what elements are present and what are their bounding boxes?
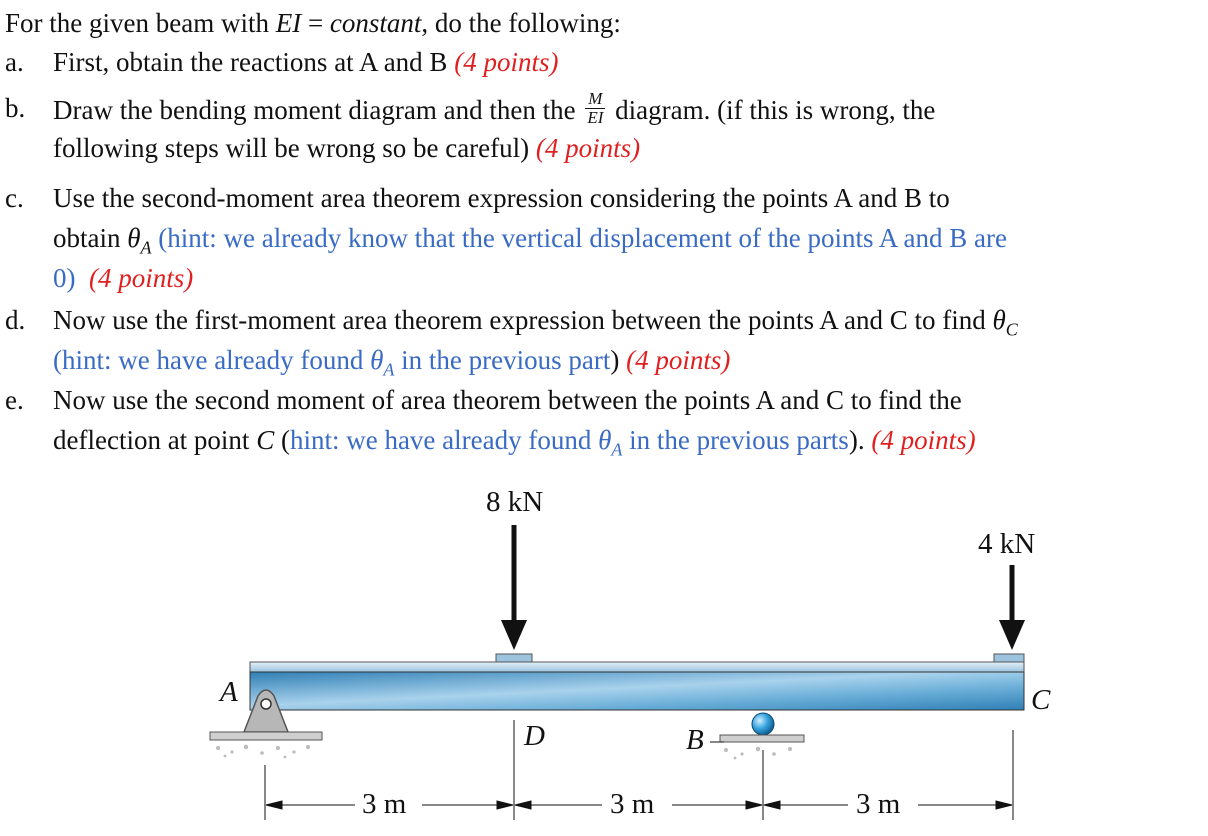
- item-d-hint2: in the previous part: [394, 345, 611, 375]
- item-c-text2: obtain: [53, 223, 128, 253]
- theta-subscript: A: [140, 237, 152, 258]
- point-c-symbol: C: [256, 425, 275, 455]
- item-a-points: (4 points): [454, 47, 559, 77]
- intro-constant: constant: [329, 8, 422, 38]
- label-c: C: [1031, 684, 1051, 716]
- dimension-label-3: 3 m: [856, 788, 901, 820]
- theta-subscript: A: [611, 439, 623, 460]
- theta-subscript: A: [383, 359, 395, 380]
- beam: [250, 662, 1024, 710]
- item-d-hint: (hint: we have already found: [53, 345, 371, 375]
- m-over-ei-fraction: $\frac{M}{EI}$: [587, 89, 604, 128]
- load-label-c: 4 kN: [978, 528, 1036, 560]
- item-label: c.: [5, 183, 24, 213]
- load-label-d: 8 kN: [486, 486, 544, 518]
- load-arrow-d: [501, 525, 527, 650]
- roller-support-b: [720, 713, 804, 759]
- item-e-text2: deflection at point: [53, 425, 257, 455]
- item-b-points: (4 points): [535, 133, 641, 163]
- dimension-label-2: 3 m: [610, 788, 655, 820]
- label-d: D: [524, 720, 545, 752]
- item-e-hint: hint: we have already found: [289, 425, 599, 455]
- theta-symbol: θ: [598, 425, 612, 455]
- item-label: a.: [5, 47, 24, 77]
- item-e-hint2: in the previous parts: [622, 425, 849, 455]
- load-pad-d: [496, 654, 532, 662]
- item-b-text2: diagram. (if this is wrong, the: [608, 95, 936, 125]
- item-e-text: Now use the second moment of area theorem between the points A and C to find the: [53, 385, 962, 415]
- item-c-hint: (hint: we already know that the vertical displacement of the points A and B are: [151, 223, 1008, 253]
- problem-intro: [5, 4, 621, 42]
- item-label: d.: [5, 305, 26, 335]
- item-label: b.: [5, 93, 26, 123]
- label-b: B: [686, 724, 704, 756]
- intro-ei: EI: [275, 8, 302, 38]
- intro-equals: =: [301, 8, 330, 38]
- item-d-close: ): [610, 345, 627, 375]
- dimension-label-1: 3 m: [362, 788, 407, 820]
- intro-text: For the given beam with: [5, 8, 276, 38]
- item-c-points: (4 points): [89, 263, 194, 293]
- item-d-points: (4 points): [626, 345, 731, 375]
- item-b-text3: following steps will be wrong so be careful): [53, 133, 536, 163]
- item-d-text: Now use the first-moment area theorem expression between the points A and C to find: [53, 305, 993, 335]
- intro-tail: , do the following:: [421, 8, 621, 38]
- theta-subscript: C: [1005, 319, 1018, 340]
- item-label: e.: [5, 385, 24, 415]
- beam-diagram: [0, 470, 1208, 836]
- load-arrow-c: [999, 565, 1025, 650]
- theta-symbol: θ: [127, 223, 141, 253]
- load-pad-c: [994, 654, 1024, 662]
- label-a: A: [220, 676, 238, 708]
- theta-symbol: θ: [992, 305, 1006, 335]
- item-e-open: (: [274, 425, 290, 455]
- item-c-hint2: 0): [53, 263, 76, 293]
- item-e-points: (4 points): [871, 425, 976, 455]
- theta-symbol: θ: [370, 345, 384, 375]
- item-e-close: ).: [848, 425, 872, 455]
- beam-figure: [0, 470, 1208, 836]
- item-c-text: Use the second-moment area theorem expression considering the points A and B to: [53, 183, 950, 213]
- item-a-text: First, obtain the reactions at A and B: [53, 47, 455, 77]
- item-b-text: Draw the bending moment diagram and then the: [53, 95, 583, 125]
